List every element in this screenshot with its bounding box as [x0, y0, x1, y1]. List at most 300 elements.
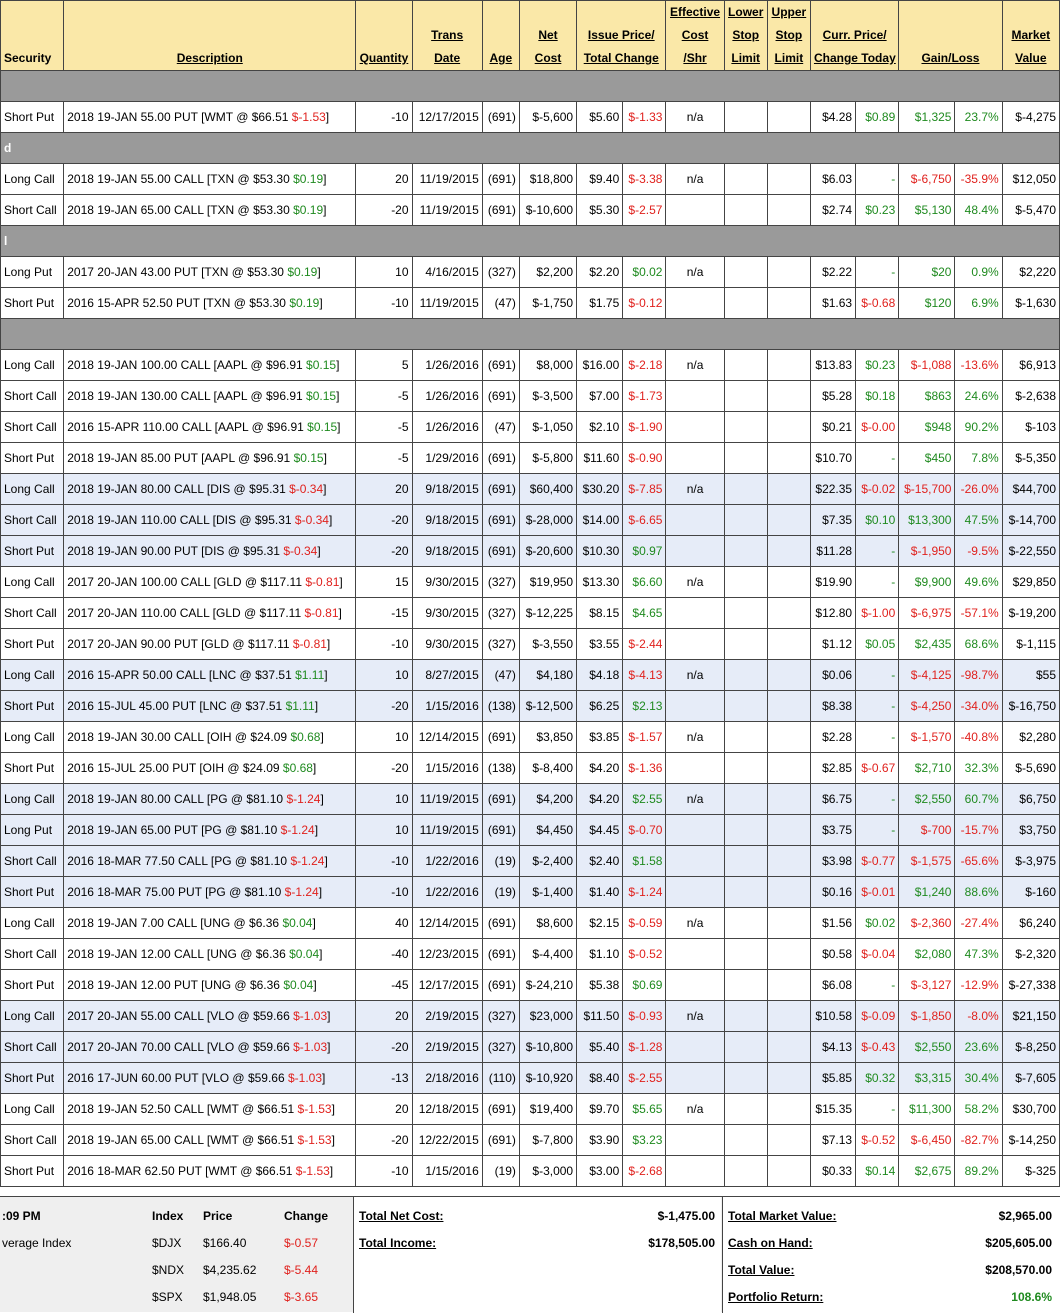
security-type: Short Put: [1, 536, 64, 567]
option-description: 2018 19-JAN 80.00 CALL [DIS @ $95.31 $-0.34]: [64, 474, 356, 505]
description-text: 2017 20-JAN 43.00 PUT [TXN @ $53.30: [67, 265, 284, 279]
underlying-change: $-1.53: [295, 1164, 330, 1178]
total-change-cell: $-1.73: [623, 381, 666, 412]
col-effective-cost[interactable]: Effective Cost /Shr: [666, 1, 724, 71]
curr-price-cell: $8.38: [810, 691, 855, 722]
upper-stop-cell: [767, 660, 810, 691]
index-change: $-0.57: [284, 1236, 319, 1250]
gain-loss-cell: $863: [899, 381, 955, 412]
description-text: 2016 18-MAR 75.00 PUT [PG @ $81.10: [67, 885, 282, 899]
total-change-cell: $2.13: [623, 691, 666, 722]
total-change-cell: $-0.12: [623, 288, 666, 319]
upper-stop-cell: [767, 1063, 810, 1094]
cash-on-hand-label: Cash on Hand:: [728, 1236, 813, 1250]
table-row[interactable]: [1, 536, 1060, 567]
age-cell: (691): [482, 505, 519, 536]
gain-loss-cell: $2,550: [899, 784, 955, 815]
effective-cost-cell: [666, 1032, 724, 1063]
table-row[interactable]: [1, 350, 1060, 381]
issue-price-cell: $3.00: [577, 1156, 623, 1187]
net-cost-cell: $-8,400: [519, 753, 576, 784]
issue-price-cell: $1.75: [577, 288, 623, 319]
trans-date-cell: 11/19/2015: [412, 815, 482, 846]
upper-stop-cell: [767, 412, 810, 443]
gain-loss-pct-cell: 60.7%: [955, 784, 1002, 815]
issue-price-cell: $2.20: [577, 257, 623, 288]
underlying-change: $-0.34: [294, 513, 329, 527]
underlying-change: $0.19: [287, 265, 318, 279]
option-description: 2018 19-JAN 90.00 PUT [DIS @ $95.31 $-0.34]: [64, 536, 356, 567]
total-change-cell: $-0.93: [623, 1001, 666, 1032]
curr-price-cell: $19.90: [810, 567, 855, 598]
issue-price-cell: $2.15: [577, 908, 623, 939]
security-type: Short Call: [1, 505, 64, 536]
table-row[interactable]: [1, 877, 1060, 908]
security-type: Short Put: [1, 288, 64, 319]
age-cell: (691): [482, 1094, 519, 1125]
gain-loss-cell: $-15,700: [899, 474, 955, 505]
option-description: 2017 20-JAN 90.00 PUT [GLD @ $117.11 $-0.81]: [64, 629, 356, 660]
gain-loss-pct-cell: -98.7%: [955, 660, 1002, 691]
gain-loss-pct-cell: -13.6%: [955, 350, 1002, 381]
curr-price-cell: $1.63: [810, 288, 855, 319]
underlying-change: $-1.53: [297, 1133, 332, 1147]
table-row[interactable]: [1, 288, 1060, 319]
upper-stop-cell: [767, 536, 810, 567]
lower-stop-cell: [724, 939, 767, 970]
lower-stop-cell: [724, 815, 767, 846]
lower-stop-cell: [724, 877, 767, 908]
quantity-cell: 20: [356, 1094, 412, 1125]
description-text: 2016 18-MAR 77.50 CALL [PG @ $81.10: [67, 854, 288, 868]
underlying-change: $-1.03: [293, 1040, 328, 1054]
gain-loss-cell: $3,315: [899, 1063, 955, 1094]
change-today-cell: $0.89: [856, 102, 899, 133]
group-header-row: [1, 133, 1060, 164]
quantity-cell: 10: [356, 722, 412, 753]
summary-footer: [0, 1196, 1060, 1312]
gain-loss-cell: $-4,250: [899, 691, 955, 722]
underlying-change: $-1.24: [286, 792, 321, 806]
total-change-cell: $-1.28: [623, 1032, 666, 1063]
index-change: $-3.65: [284, 1290, 319, 1304]
issue-price-cell: $6.25: [577, 691, 623, 722]
col-gain-loss[interactable]: Gain/Loss: [899, 1, 1002, 71]
description-text: 2016 15-APR 110.00 CALL [AAPL @ $96.91: [67, 420, 304, 434]
effective-cost-cell: [666, 629, 724, 660]
curr-price-cell: $0.21: [810, 412, 855, 443]
total-change-cell: $0.02: [623, 257, 666, 288]
table-row[interactable]: [1, 815, 1060, 846]
table-row[interactable]: [1, 1125, 1060, 1156]
age-cell: (691): [482, 350, 519, 381]
table-row[interactable]: [1, 1094, 1060, 1125]
age-cell: (327): [482, 1001, 519, 1032]
table-row[interactable]: [1, 784, 1060, 815]
change-today-cell: -: [856, 691, 899, 722]
net-cost-cell: $19,950: [519, 567, 576, 598]
total-change-cell: $1.58: [623, 846, 666, 877]
group-header-row: [1, 319, 1060, 350]
table-row[interactable]: [1, 1063, 1060, 1094]
total-change-cell: $-2.44: [623, 629, 666, 660]
total-market-value: $2,965.00: [998, 1209, 1052, 1223]
net-cost-cell: $-7,800: [519, 1125, 576, 1156]
market-value-cell: $-7,605: [1002, 1063, 1059, 1094]
table-row[interactable]: [1, 722, 1060, 753]
underlying-change: $1.11: [295, 668, 325, 682]
change-today-cell: $-0.04: [856, 939, 899, 970]
market-value-cell: $-5,350: [1002, 443, 1059, 474]
gain-loss-cell: $450: [899, 443, 955, 474]
lower-stop-cell: [724, 1001, 767, 1032]
table-row[interactable]: [1, 970, 1060, 1001]
change-today-cell: -: [856, 567, 899, 598]
lower-stop-cell: [724, 753, 767, 784]
curr-price-cell: $2.74: [810, 195, 855, 226]
option-description: 2018 19-JAN 130.00 CALL [AAPL @ $96.91 $0.15]: [64, 381, 356, 412]
total-change-cell: $-4.13: [623, 660, 666, 691]
table-row[interactable]: [1, 753, 1060, 784]
lower-stop-cell: [724, 443, 767, 474]
gain-loss-cell: $2,550: [899, 1032, 955, 1063]
total-market-value-label: Total Market Value:: [728, 1209, 837, 1223]
security-type: Short Put: [1, 102, 64, 133]
underlying-change: $-0.34: [289, 482, 324, 496]
table-row[interactable]: [1, 164, 1060, 195]
table-row[interactable]: [1, 691, 1060, 722]
age-cell: (327): [482, 629, 519, 660]
gain-loss-cell: $2,435: [899, 629, 955, 660]
table-row[interactable]: [1, 195, 1060, 226]
change-today-cell: -: [856, 443, 899, 474]
age-cell: (691): [482, 1125, 519, 1156]
option-description: 2018 19-JAN 12.00 CALL [UNG @ $6.36 $0.04]: [64, 939, 356, 970]
trans-date-cell: 11/19/2015: [412, 195, 482, 226]
age-cell: (19): [482, 877, 519, 908]
issue-price-cell: $11.60: [577, 443, 623, 474]
table-row[interactable]: [1, 567, 1060, 598]
total-change-cell: $0.69: [623, 970, 666, 1001]
market-value-cell: $30,700: [1002, 1094, 1059, 1125]
change-today-cell: $-0.02: [856, 474, 899, 505]
change-today-cell: $0.10: [856, 505, 899, 536]
total-change-cell: $-2.55: [623, 1063, 666, 1094]
upper-stop-cell: [767, 939, 810, 970]
quantity-cell: -20: [356, 195, 412, 226]
curr-price-cell: $1.56: [810, 908, 855, 939]
curr-price-cell: $4.28: [810, 102, 855, 133]
lower-stop-cell: [724, 629, 767, 660]
issue-price-cell: $5.30: [577, 195, 623, 226]
upper-stop-cell: [767, 877, 810, 908]
table-row[interactable]: [1, 505, 1060, 536]
age-cell: (327): [482, 567, 519, 598]
trans-date-cell: 1/26/2016: [412, 381, 482, 412]
gain-loss-pct-cell: -57.1%: [955, 598, 1002, 629]
lower-stop-cell: [724, 474, 767, 505]
gain-loss-pct-cell: 47.5%: [955, 505, 1002, 536]
col-market-value[interactable]: Market Value: [1002, 1, 1059, 71]
upper-stop-cell: [767, 908, 810, 939]
market-value-cell: $-2,638: [1002, 381, 1059, 412]
gain-loss-pct-cell: 90.2%: [955, 412, 1002, 443]
quantity-cell: 10: [356, 660, 412, 691]
table-row[interactable]: [1, 102, 1060, 133]
col-upper-stop[interactable]: Upper Stop Limit: [767, 1, 810, 71]
upper-stop-cell: [767, 195, 810, 226]
col-quantity[interactable]: Quantity: [356, 1, 412, 71]
description-text: 2017 20-JAN 55.00 CALL [VLO @ $59.66: [67, 1009, 290, 1023]
trans-date-cell: 12/23/2015: [412, 939, 482, 970]
price-header: Price: [203, 1209, 233, 1223]
quantity-cell: -15: [356, 598, 412, 629]
gain-loss-pct-cell: -12.9%: [955, 970, 1002, 1001]
curr-price-cell: $1.12: [810, 629, 855, 660]
quantity-cell: -5: [356, 443, 412, 474]
issue-price-cell: $1.40: [577, 877, 623, 908]
description-text: 2018 19-JAN 130.00 CALL [AAPL @ $96.91: [67, 389, 303, 403]
upper-stop-cell: [767, 1094, 810, 1125]
description-text: 2018 19-JAN 80.00 CALL [DIS @ $95.31: [67, 482, 286, 496]
gain-loss-pct-cell: -26.0%: [955, 474, 1002, 505]
security-type: Long Call: [1, 567, 64, 598]
underlying-change: $0.15: [306, 389, 337, 403]
table-row[interactable]: [1, 598, 1060, 629]
gain-loss-cell: $11,300: [899, 1094, 955, 1125]
security-type: Long Call: [1, 784, 64, 815]
option-description: 2018 19-JAN 100.00 CALL [AAPL @ $96.91 $0.15]: [64, 350, 356, 381]
underlying-change: $0.68: [290, 730, 321, 744]
quantity-cell: 20: [356, 474, 412, 505]
quantity-cell: 5: [356, 350, 412, 381]
upper-stop-cell: [767, 815, 810, 846]
lower-stop-cell: [724, 1063, 767, 1094]
description-text: 2018 19-JAN 65.00 CALL [WMT @ $66.51: [67, 1133, 295, 1147]
description-text: 2018 19-JAN 110.00 CALL [DIS @ $95.31: [67, 513, 292, 527]
age-cell: (691): [482, 195, 519, 226]
upper-stop-cell: [767, 846, 810, 877]
option-description: 2017 20-JAN 55.00 CALL [VLO @ $59.66 $-1.03]: [64, 1001, 356, 1032]
underlying-change: $0.04: [282, 916, 313, 930]
upper-stop-cell: [767, 257, 810, 288]
effective-cost-cell: [666, 381, 724, 412]
change-today-cell: -: [856, 784, 899, 815]
issue-price-cell: $4.20: [577, 784, 623, 815]
issue-price-cell: $4.20: [577, 753, 623, 784]
age-cell: (327): [482, 257, 519, 288]
portfolio-return-value: 108.6%: [1011, 1290, 1052, 1304]
lower-stop-cell: [724, 598, 767, 629]
gain-loss-cell: $2,710: [899, 753, 955, 784]
col-security[interactable]: Security: [1, 1, 64, 71]
table-row[interactable]: [1, 908, 1060, 939]
col-issue-price[interactable]: Issue Price/ Total Change: [577, 1, 666, 71]
col-net-cost[interactable]: Net Cost: [519, 1, 576, 71]
change-today-cell: $-1.00: [856, 598, 899, 629]
gain-loss-pct-cell: 6.9%: [955, 288, 1002, 319]
total-change-cell: $-0.70: [623, 815, 666, 846]
option-description: 2016 15-APR 50.00 CALL [LNC @ $37.51 $1.11]: [64, 660, 356, 691]
gain-loss-pct-cell: 89.2%: [955, 1156, 1002, 1187]
col-lower-stop[interactable]: Lower Stop Limit: [724, 1, 767, 71]
col-trans-date[interactable]: Trans Date: [412, 1, 482, 71]
market-value-cell: $6,240: [1002, 908, 1059, 939]
group-label: [1, 71, 1060, 102]
curr-price-cell: $12.80: [810, 598, 855, 629]
market-panel: [722, 1197, 1060, 1313]
trans-date-cell: 11/19/2015: [412, 164, 482, 195]
trans-date-cell: 1/15/2016: [412, 753, 482, 784]
net-cost-cell: $-3,500: [519, 381, 576, 412]
table-row[interactable]: [1, 846, 1060, 877]
col-description[interactable]: Description: [64, 1, 356, 71]
curr-price-cell: $0.16: [810, 877, 855, 908]
table-row[interactable]: [1, 412, 1060, 443]
effective-cost-cell: [666, 505, 724, 536]
upper-stop-cell: [767, 629, 810, 660]
total-change-cell: $-7.85: [623, 474, 666, 505]
age-cell: (691): [482, 722, 519, 753]
total-change-cell: $-6.65: [623, 505, 666, 536]
age-cell: (691): [482, 381, 519, 412]
option-description: 2018 19-JAN 110.00 CALL [DIS @ $95.31 $-0.34]: [64, 505, 356, 536]
market-value-cell: $29,850: [1002, 567, 1059, 598]
table-row[interactable]: [1, 1001, 1060, 1032]
quantity-cell: -10: [356, 1156, 412, 1187]
index-change: $-5.44: [284, 1263, 319, 1277]
change-today-cell: $0.02: [856, 908, 899, 939]
cash-on-hand-value: $205,605.00: [985, 1236, 1052, 1250]
issue-price-cell: $14.00: [577, 505, 623, 536]
total-change-cell: $-3.38: [623, 164, 666, 195]
issue-price-cell: $9.70: [577, 1094, 623, 1125]
option-description: 2017 20-JAN 110.00 CALL [GLD @ $117.11 $-0.81]: [64, 598, 356, 629]
net-cost-cell: $-10,800: [519, 1032, 576, 1063]
market-value-cell: $-160: [1002, 877, 1059, 908]
table-row[interactable]: [1, 629, 1060, 660]
change-today-cell: $0.05: [856, 629, 899, 660]
upper-stop-cell: [767, 102, 810, 133]
group-label: d: [1, 133, 1060, 164]
underlying-change: $-0.81: [292, 637, 327, 651]
description-text: 2018 19-JAN 65.00 PUT [PG @ $81.10: [67, 823, 278, 837]
change-today-cell: -: [856, 970, 899, 1001]
gain-loss-cell: $-3,127: [899, 970, 955, 1001]
net-cost-cell: $8,600: [519, 908, 576, 939]
table-row[interactable]: [1, 660, 1060, 691]
table-row[interactable]: [1, 257, 1060, 288]
change-today-cell: $-0.77: [856, 846, 899, 877]
table-row[interactable]: [1, 381, 1060, 412]
net-cost-cell: $-10,600: [519, 195, 576, 226]
quantity-cell: -10: [356, 877, 412, 908]
underlying-change: $1.11: [285, 699, 315, 713]
table-row[interactable]: [1, 1032, 1060, 1063]
lower-stop-cell: [724, 784, 767, 815]
change-today-cell: $0.23: [856, 195, 899, 226]
curr-price-cell: $5.28: [810, 381, 855, 412]
gain-loss-cell: $-1,575: [899, 846, 955, 877]
table-row[interactable]: [1, 1156, 1060, 1187]
net-cost-cell: $-1,750: [519, 288, 576, 319]
curr-price-cell: $2.28: [810, 722, 855, 753]
issue-price-cell: $4.45: [577, 815, 623, 846]
curr-price-cell: $13.83: [810, 350, 855, 381]
curr-price-cell: $10.70: [810, 443, 855, 474]
lower-stop-cell: [724, 1094, 767, 1125]
table-row[interactable]: [1, 443, 1060, 474]
age-cell: (327): [482, 1032, 519, 1063]
group-header-row: [1, 226, 1060, 257]
market-value-cell: $-8,250: [1002, 1032, 1059, 1063]
option-description: 2018 19-JAN 55.00 PUT [WMT @ $66.51 $-1.53]: [64, 102, 356, 133]
net-cost-cell: $-3,000: [519, 1156, 576, 1187]
effective-cost-cell: [666, 1156, 724, 1187]
effective-cost-cell: n/a: [666, 164, 724, 195]
net-cost-cell: $2,200: [519, 257, 576, 288]
net-cost-cell: $-3,550: [519, 629, 576, 660]
security-type: Short Call: [1, 846, 64, 877]
upper-stop-cell: [767, 505, 810, 536]
age-cell: (47): [482, 660, 519, 691]
total-change-cell: $-1.33: [623, 102, 666, 133]
trans-date-cell: 8/27/2015: [412, 660, 482, 691]
total-value-label: Total Value:: [728, 1263, 795, 1277]
option-description: 2016 18-MAR 75.00 PUT [PG @ $81.10 $-1.24]: [64, 877, 356, 908]
net-cost-cell: $-1,050: [519, 412, 576, 443]
average-index-label: verage Index: [2, 1236, 72, 1250]
effective-cost-cell: [666, 195, 724, 226]
table-row[interactable]: [1, 939, 1060, 970]
col-curr-price[interactable]: Curr. Price/ Change Today: [810, 1, 898, 71]
net-cost-cell: $18,800: [519, 164, 576, 195]
market-value-cell: $55: [1002, 660, 1059, 691]
gain-loss-pct-cell: 23.7%: [955, 102, 1002, 133]
market-value-cell: $-16,750: [1002, 691, 1059, 722]
issue-price-cell: $16.00: [577, 350, 623, 381]
col-age[interactable]: Age: [482, 1, 519, 71]
gain-loss-cell: $2,080: [899, 939, 955, 970]
underlying-change: $-0.34: [283, 544, 318, 558]
table-row[interactable]: [1, 474, 1060, 505]
security-type: Long Call: [1, 908, 64, 939]
issue-price-cell: $10.30: [577, 536, 623, 567]
market-value-cell: $6,750: [1002, 784, 1059, 815]
gain-loss-cell: $-1,950: [899, 536, 955, 567]
option-description: 2018 19-JAN 52.50 CALL [WMT @ $66.51 $-1.53]: [64, 1094, 356, 1125]
age-cell: (691): [482, 784, 519, 815]
description-text: 2016 15-JUL 25.00 PUT [OIH @ $24.09: [67, 761, 280, 775]
trans-date-cell: 12/17/2015: [412, 970, 482, 1001]
upper-stop-cell: [767, 288, 810, 319]
lower-stop-cell: [724, 536, 767, 567]
upper-stop-cell: [767, 1032, 810, 1063]
effective-cost-cell: [666, 877, 724, 908]
upper-stop-cell: [767, 1156, 810, 1187]
gain-loss-pct-cell: -40.8%: [955, 722, 1002, 753]
age-cell: (691): [482, 970, 519, 1001]
quantity-cell: -5: [356, 412, 412, 443]
trans-date-cell: 9/30/2015: [412, 598, 482, 629]
description-text: 2018 19-JAN 80.00 CALL [PG @ $81.10: [67, 792, 284, 806]
option-description: 2018 19-JAN 55.00 CALL [TXN @ $53.30 $0.19]: [64, 164, 356, 195]
market-value-cell: $-103: [1002, 412, 1059, 443]
security-type: Long Call: [1, 1001, 64, 1032]
underlying-change: $-1.24: [290, 854, 325, 868]
effective-cost-cell: [666, 598, 724, 629]
option-description: 2016 15-APR 52.50 PUT [TXN @ $53.30 $0.19]: [64, 288, 356, 319]
